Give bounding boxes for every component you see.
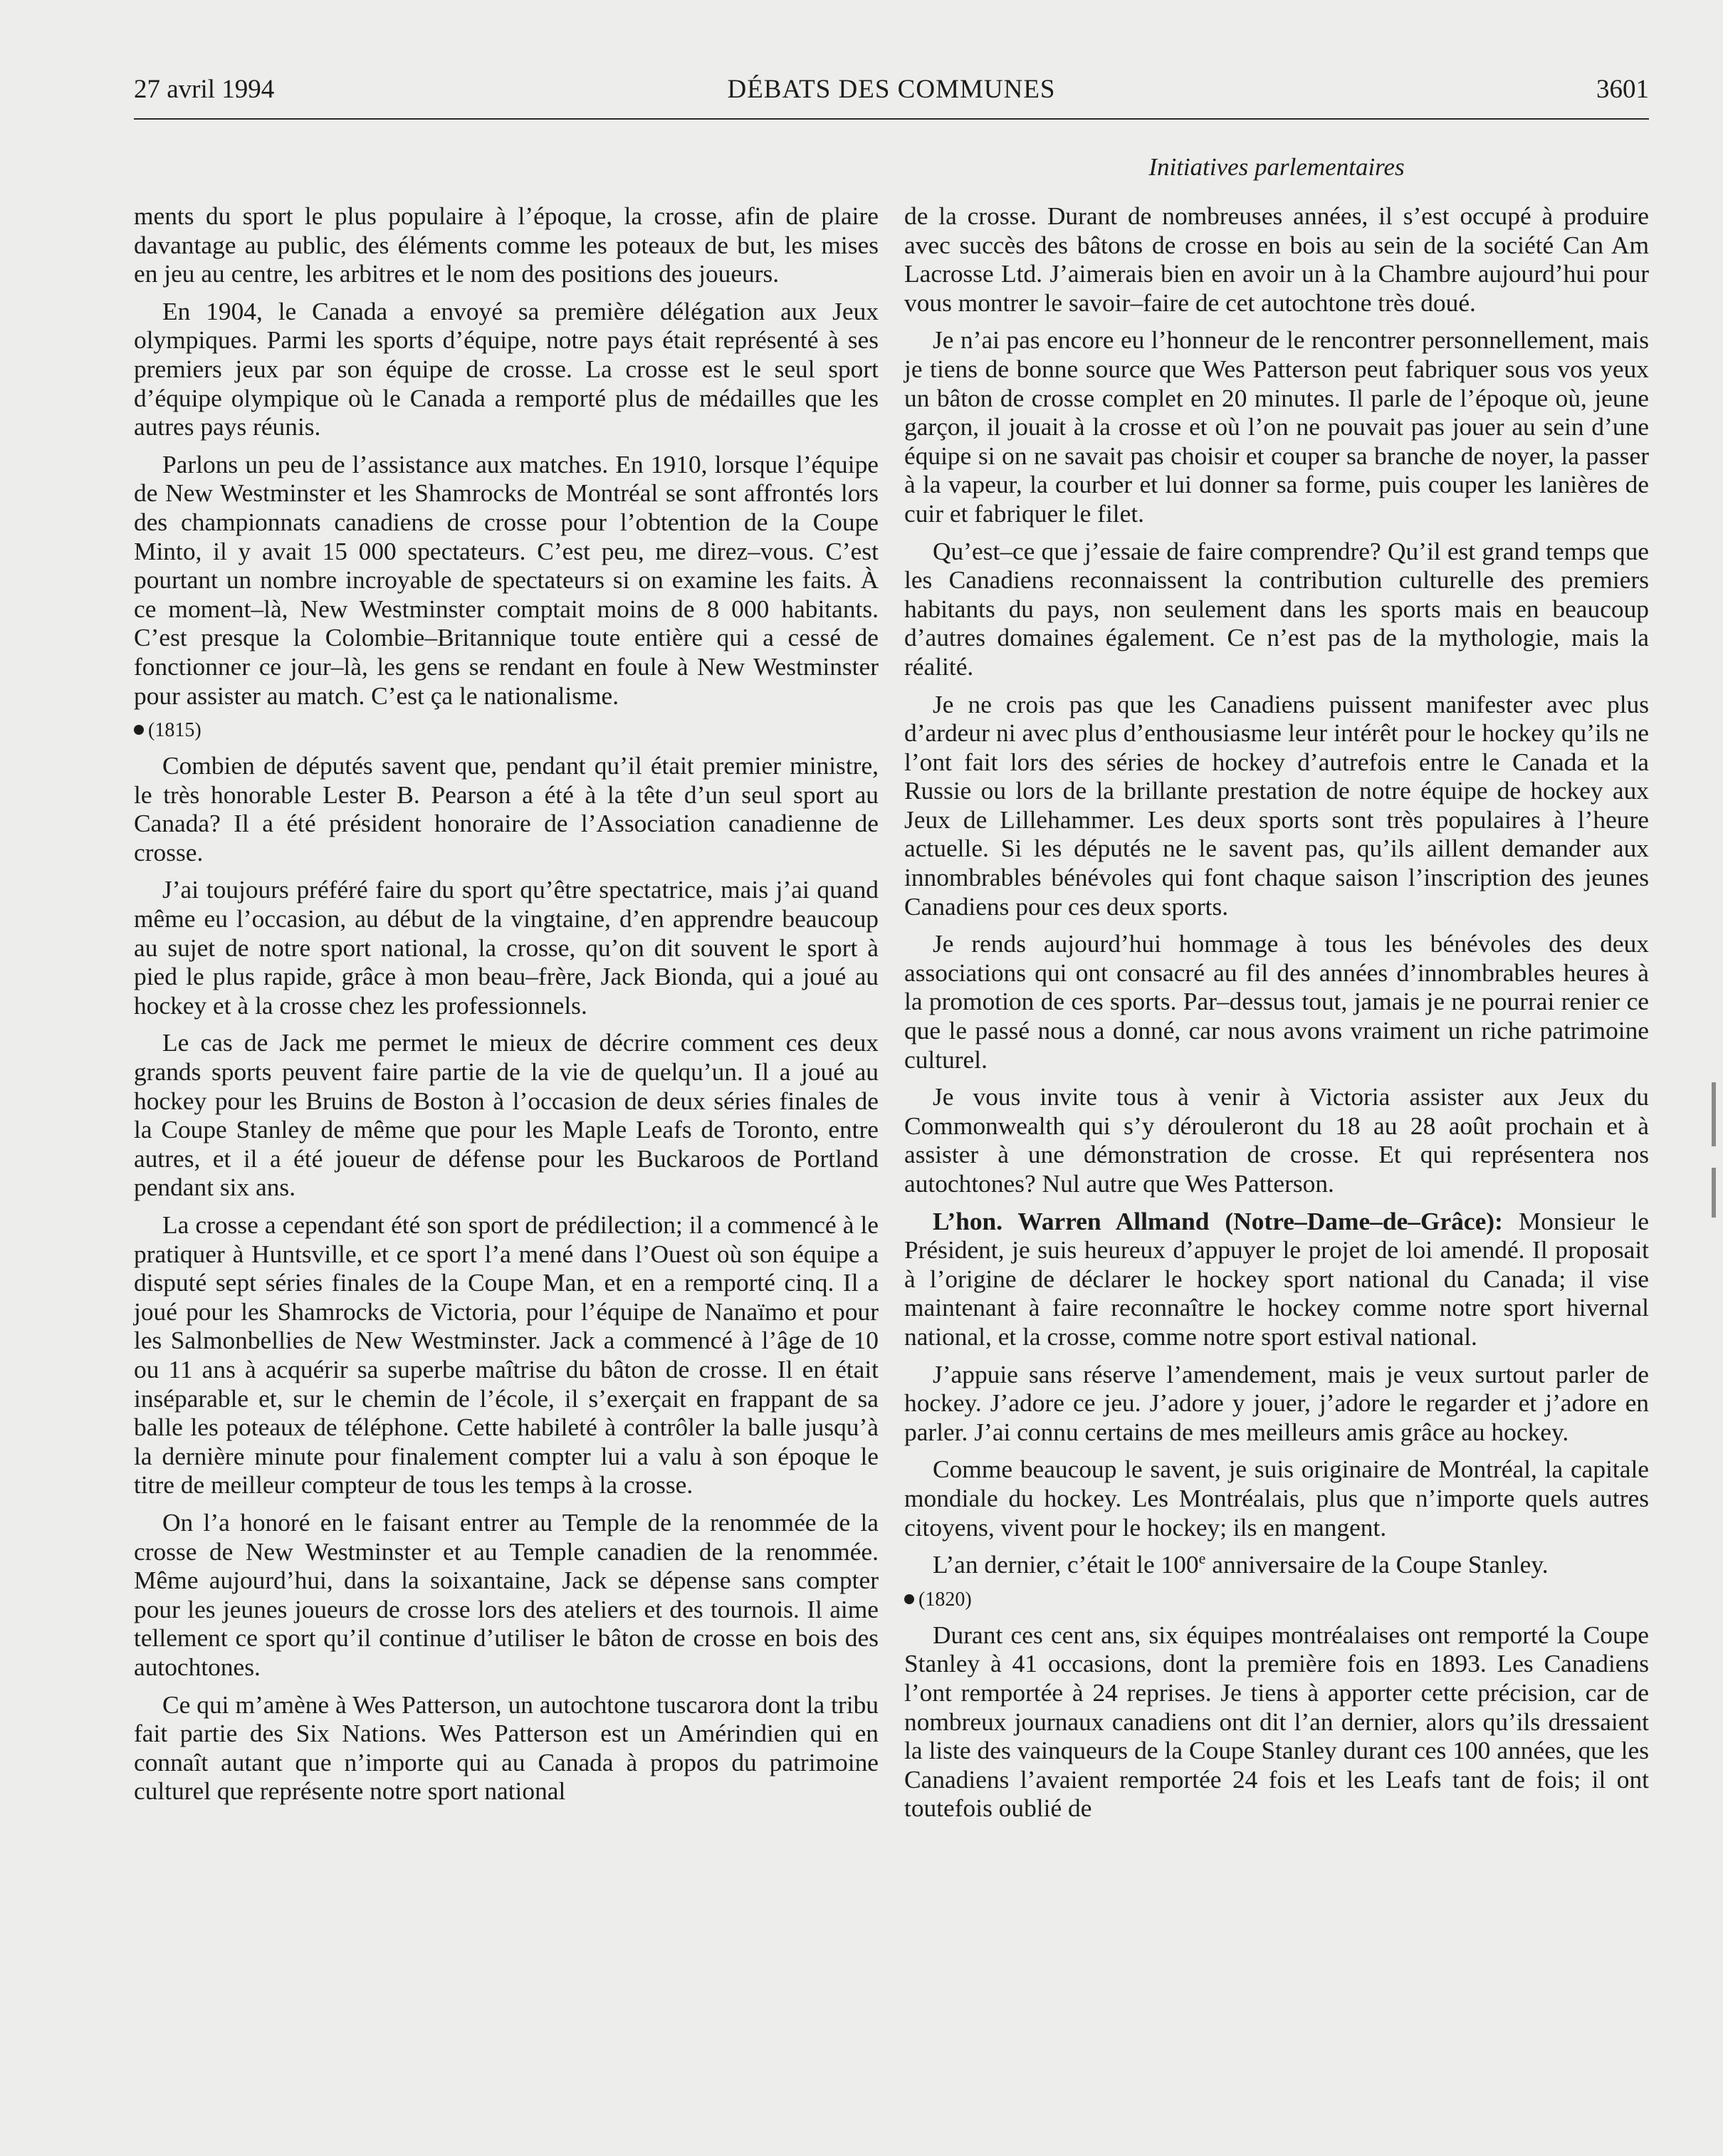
bullet-icon xyxy=(904,1594,914,1604)
paragraph: Parlons un peu de l’assistance aux matches. En 1910, lorsque l’équipe de New Westminster et les Shamrocks de Montréal se sont affrontés lors des championnats canadiens de crosse pour l’obtention de la Coupe Minto, il y avait 15 000 spectateurs. C’est peu, me direz–vous. C’est pourtant un nombre incroyable de spectateurs si on examine les faits. À ce moment–là, New Westminster comptait moins de 8 000 habitants. C’est presque la Colombie–Britannique toute entière qui a cessé de fonctionner ce jour–là, les gens se rendant en foule à New Westminster pour assister au match. C’est ça le nationalisme. xyxy=(134,449,879,710)
paragraph: La crosse a cependant été son sport de prédilection; il a commencé à le pratiquer à Huntsville, et ce sport l’a mené dans l’Ouest où son équipe a disputé sept séries finales de la Coupe Man, et en a remporté cinq. Il a joué pour les Shamrocks de Victoria, pour l’équipe de Nanaïmo et pour les Salmonbellies de New Westminster. Jack a commencé à l’âge de 10 ou 11 ans à acquérir sa superbe maîtrise du bâton de crosse. Il en était inséparable et, sur le chemin de l’école, il s’exerçait en frappant de sa balle les poteaux de téléphone. Cette habileté à contrôler la balle jusqu’à la dernière minute pour finalement compter lui a valu à son époque le titre de meilleur compteur de tous les temps à la crosse. xyxy=(134,1210,879,1500)
section-title: Initiatives parlementaires xyxy=(1148,153,1405,181)
paragraph: En 1904, le Canada a envoyé sa première délégation aux Jeux olympiques. Parmi les sports d’équipe, notre pays était représenté à ses premiers jeux par son équipe de crosse. La crosse est le seul sport d’équipe olympique où le Canada a remporté plus de médailles que les autres pays réunis. xyxy=(134,296,879,441)
speech-text: Monsieur le Président, je suis heureux d’appuyer le projet de loi amendé. Il proposait à l’origine de déclarer le hockey sport national du Canada; il vise maintenant à faire reconnaître le hockey comme notre sport hivernal national, et la crosse, comme notre sport estival national. xyxy=(904,1206,1649,1351)
paragraph: Durant ces cent ans, six équipes montréalaises ont remporté la Coupe Stanley à 41 occasions, dont la première fois en 1893. Les Canadiens l’ont remportée à 24 reprises. Je tiens à apporter cette précision, car de nombreux journaux canadiens ont dit l’an dernier, alors qu’ils dressaient la liste des vainqueurs de la Coupe Stanley durant ces 100 années, que les Canadiens l’avaient remportée 24 fois et les Leafs tant de fois; il ont toutefois oublié de xyxy=(904,1620,1649,1823)
bullet-icon xyxy=(134,725,144,735)
header-rule xyxy=(134,118,1649,120)
paragraph: ments du sport le plus populaire à l’époque, la crosse, afin de plaire davantage au public, des éléments comme les poteaux de but, les mises en jeu au centre, les arbitres et le nom des positions des joueurs. xyxy=(134,202,879,288)
text-span: L’an dernier, c’était le 100 xyxy=(933,1550,1199,1579)
header-date: 27 avril 1994 xyxy=(134,75,275,104)
page-header xyxy=(134,74,1649,117)
speaker-paragraph xyxy=(904,1207,1649,1351)
paragraph: J’appuie sans réserve l’amendement, mais je veux surtout parler de hockey. J’adore ce jeu. J’adore y jouer, j’adore le regarder et j’adore en parler. J’ai connu certains de mes meilleurs amis grâce au hockey. xyxy=(904,1359,1649,1446)
paragraph: Qu’est–ce que j’essaie de faire comprendre? Qu’il est grand temps que les Canadiens reconnaissent la contribution culturelle des premiers habitants du pays, non seulement dans les sports mais en beaucoup d’autres domaines également. Ce n’est pas de la mythologie, mais la réalité. xyxy=(904,536,1649,681)
paragraph: J’ai toujours préféré faire du sport qu’être spectatrice, mais j’ai quand même eu l’occasion, au début de la vingtaine, d’en apprendre beaucoup au sujet de notre sport national, la crosse, qu’on dit souvent le sport à pied le plus rapide, grâce à mon beau–frère, Jack Bionda, qui a joué au hockey et à la crosse chez les professionnels. xyxy=(134,875,879,1020)
paragraph: Comme beaucoup le savent, je suis originaire de Montréal, la capitale mondiale du hockey. Les Montréalais, plus que n’importe quels autres citoyens, vivent pour le hockey; ils en mangent. xyxy=(904,1455,1649,1542)
header-title: DÉBATS DES COMMUNES xyxy=(727,75,1056,104)
time-stamp: (1820) xyxy=(918,1588,972,1611)
page-number: 3601 xyxy=(1596,75,1649,104)
time-marker xyxy=(904,1588,1649,1612)
paragraph: Je ne crois pas que les Canadiens puissent manifester avec plus d’ardeur ni avec plus d’enthousiasme leur intérêt pour le hockey qu’ils ne l’ont fait lors des séries de hockey d’autrefois entre le Canada et la Russie ou lors de la brillante prestation de notre équipe de hockey aux Jeux de Lillehammer. Les deux sports sont très populaires à l’heure actuelle. Si les députés ne le savent pas, qu’ils aillent demander aux innombrables bénévoles qui font chaque saison l’inscription des jeunes Canadiens pour ces deux sports. xyxy=(904,689,1649,921)
time-marker xyxy=(134,718,879,743)
paragraph: Ce qui m’amène à Wes Patterson, un autochtone tuscarora dont la tribu fait partie des Six Nations. Wes Patterson est un Amérindien qui en connaît autant que n’importe qui au Canada à propos du patrimoine culturel que représente notre sport national xyxy=(134,1690,879,1806)
paragraph: Je n’ai pas encore eu l’honneur de le rencontrer personnellement, mais je tiens de bonne source que Wes Patterson peut fabriquer sous vos yeux un bâton de crosse complet en 20 minutes. Il parle de l’époque où, jeune garçon, il jouait à la crosse et où l’on ne pouvait pas jouer au sein d’une équipe si on ne savait pas choisir et couper sa branche de noyer, la passer à la vapeur, la courber et lui donner sa forme, puis couper les lanières de cuir et fabriquer le filet. xyxy=(904,325,1649,528)
paragraph: de la crosse. Durant de nombreuses années, il s’est occupé à produire avec succès des bâtons de crosse en bois au sein de la société Can Am Lacrosse Ltd. J’aimerais bien en avoir un à la Chambre aujourd’hui pour vous montrer le savoir–faire de cet autochtone très doué. xyxy=(904,202,1649,317)
superscript: e xyxy=(1198,1549,1206,1568)
paragraph: Je rends aujourd’hui hommage à tous les bénévoles des deux associations qui ont consacré au fil des années d’innombrables heures à la promotion de ces sports. Par–dessus tout, jamais je ne pourrai renier ce que le passé nous a donné, car nous avons vraiment un riche patrimoine culturel. xyxy=(904,929,1649,1074)
paragraph: Je vous invite tous à venir à Victoria assister aux Jeux du Commonwealth qui s’y dérouleront du 18 au 28 août prochain et à assister à une démonstration de crosse. Et qui représentera nos autochtones? Nul autre que Wes Patterson. xyxy=(904,1082,1649,1198)
paragraph: Combien de députés savent que, pendant qu’il était premier ministre, le très honorable Lester B. Pearson a été à la tête d’un seul sport au Canada? Il a été président honoraire de l’Association canadienne de crosse. xyxy=(134,751,879,867)
paragraph: Le cas de Jack me permet le mieux de décrire comment ces deux grands sports peuvent faire partie de la vie de quelqu’un. Il a joué au hockey pour les Bruins de Boston à l’occasion de deux séries finales de la Coupe Stanley de même que pour les Maple Leafs de Toronto, entre autres, et il a été joueur de défense pour les Buckaroos de Portland pendant six ans. xyxy=(134,1028,879,1202)
paragraph xyxy=(904,1550,1649,1579)
scan-edge-mark xyxy=(1712,1082,1716,1146)
paragraph: On l’a honoré en le faisant entrer au Temple de la renommée de la crosse de New Westminster et au Temple canadien de la renommée. Même aujourd’hui, dans la soixantaine, Jack se dépense sans compter pour les jeunes joueurs de crosse lors des ateliers et des tournois. Il aime tellement ce sport qu’il continue d’utiliser le bâton de crosse en bois des autochtones. xyxy=(134,1507,879,1681)
text-span: anniversaire de la Coupe Stanley. xyxy=(1205,1550,1549,1579)
right-column xyxy=(904,202,1649,1831)
time-stamp: (1815) xyxy=(148,719,201,742)
left-column xyxy=(134,202,879,1814)
scan-edge-mark xyxy=(1712,1168,1716,1218)
speaker-name: L’hon. Warren Allmand (Notre–Dame–de–Grâce): xyxy=(933,1206,1503,1235)
